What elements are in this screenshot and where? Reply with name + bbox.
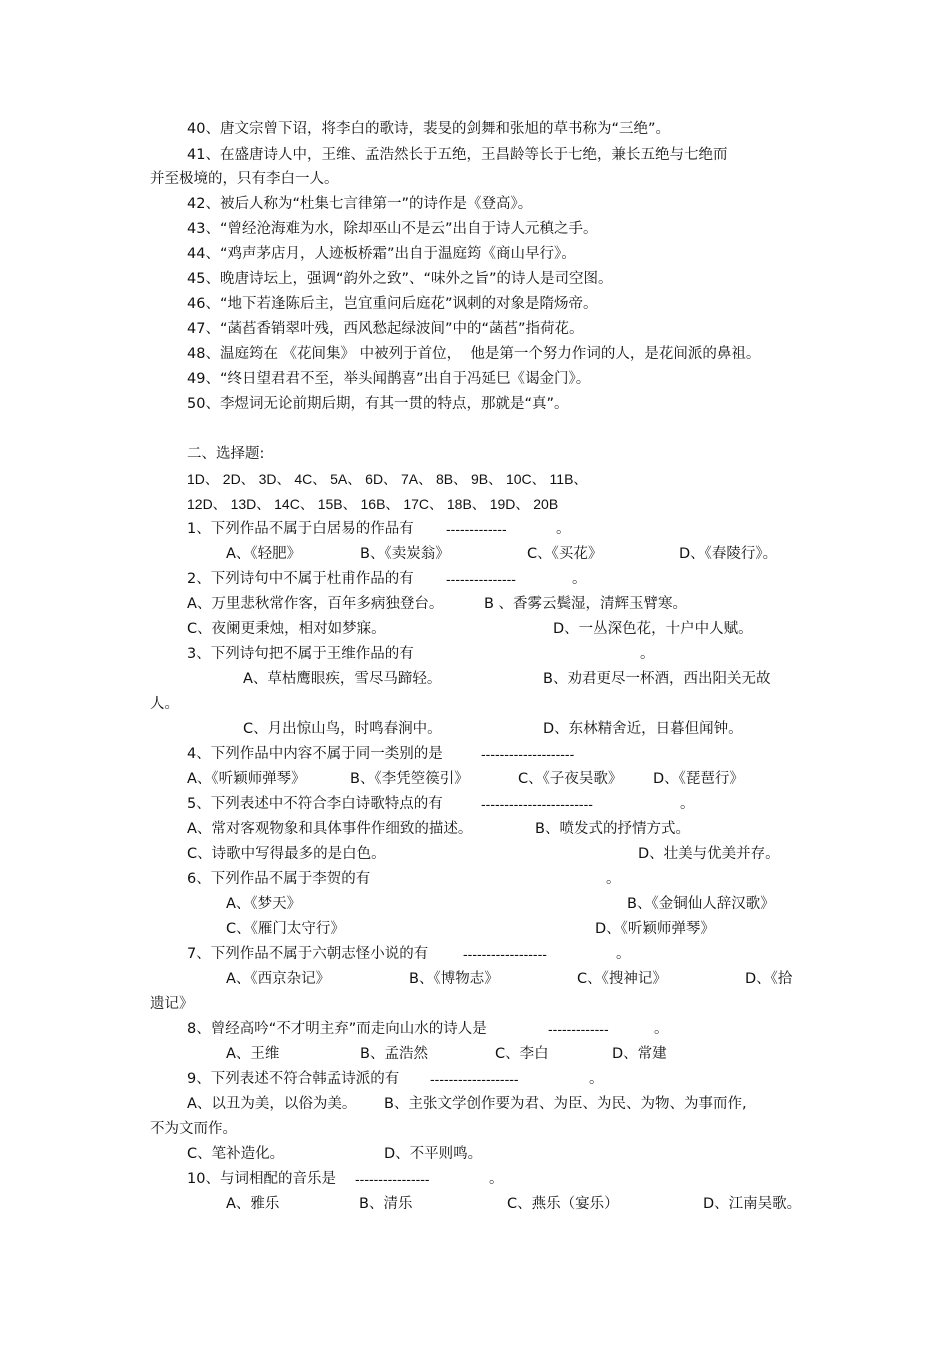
question-4-option-c: C、《子夜吴歌》 <box>518 771 623 787</box>
question-6-option-d: D、《听颖师弹琴》 <box>595 921 715 937</box>
question-1-stem: 1、下列作品不属于白居易的作品有 <box>187 521 414 537</box>
question-4-stem: 4、下列作品中内容不属于同一类别的是 <box>187 746 443 762</box>
fact-47: 47、“菡萏香销翠叶残，西风愁起绿波间”中的“菡萏”指荷花。 <box>187 321 584 337</box>
question-10-option-a: A、雅乐 <box>226 1196 280 1212</box>
question-2-blank: --------------- <box>446 571 516 587</box>
question-2-option-b: B 、香雾云鬓湿，清辉玉臂寒。 <box>484 596 688 612</box>
fact-40: 40、唐文宗曾下诏，将李白的歌诗，裴旻的剑舞和张旭的草书称为“三绝”。 <box>187 121 670 137</box>
question-6-end: 。 <box>606 871 621 887</box>
question-10-blank: ---------------- <box>355 1171 430 1187</box>
fact-42: 42、被后人称为“杜集七言律第一”的诗作是《登高》。 <box>187 196 533 212</box>
question-5-option-b: B、喷发式的抒情方式。 <box>535 821 690 837</box>
fact-50: 50、李煜词无论前期后期，有其一贯的特点，那就是“真”。 <box>187 396 569 412</box>
question-2-end: 。 <box>572 571 587 587</box>
question-1-end: 。 <box>556 521 571 537</box>
question-6-stem: 6、下列作品不属于李贺的有 <box>187 871 371 887</box>
fact-49: 49、“终日望君君不至，举头闻鹊喜”出自于冯延巳《谒金门》。 <box>187 371 591 387</box>
question-4-option-d: D、《琵琶行》 <box>653 771 744 787</box>
fact-43: 43、“曾经沧海难为水，除却巫山不是云”出自于诗人元稹之手。 <box>187 221 598 237</box>
question-3-option-d: D、东林精舍近，日暮但闻钟。 <box>543 721 743 737</box>
question-5-option-c: C、诗歌中写得最多的是白色。 <box>187 846 386 862</box>
question-5-option-d: D、壮美与优美并存。 <box>638 846 780 862</box>
question-9-stem: 9、下列表述不符合韩孟诗派的有 <box>187 1071 400 1087</box>
question-7-option-d: D、《拾 <box>745 971 793 987</box>
question-10-option-b: B、清乐 <box>359 1196 413 1212</box>
question-9-option-b-cont: 不为文而作。 <box>150 1121 237 1137</box>
question-5-end: 。 <box>680 796 695 812</box>
question-8-blank: ------------- <box>548 1021 609 1037</box>
question-8-option-a: A、王维 <box>226 1046 280 1062</box>
fact-45: 45、晚唐诗坛上，强调“韵外之致”、“味外之旨”的诗人是司空图。 <box>187 271 613 287</box>
question-5-stem: 5、下列表述中不符合李白诗歌特点的有 <box>187 796 443 812</box>
question-7-option-c: C、《搜神记》 <box>577 971 667 987</box>
question-7-option-a: A、《西京杂记》 <box>226 971 331 987</box>
question-7-stem: 7、下列作品不属于六朝志怪小说的有 <box>187 946 429 962</box>
question-9-option-b: B、主张文学创作要为君、为臣、为民、为物、为事而作, <box>384 1096 747 1112</box>
fact-46: 46、“地下若逢陈后主，岂宜重问后庭花”讽刺的对象是隋炀帝。 <box>187 296 598 312</box>
fact-41: 41、在盛唐诗人中，王维、孟浩然长于五绝，王昌龄等长于七绝，兼长五绝与七绝而 <box>187 147 728 163</box>
question-4-option-a: A、《听颖师弹琴》 <box>187 771 306 787</box>
question-10-stem: 10、与词相配的音乐是 <box>187 1171 336 1187</box>
question-7-option-d-cont: 遗记》 <box>150 996 194 1012</box>
question-8-end: 。 <box>654 1021 669 1037</box>
fact-48: 48、温庭筠在 《花间集》 中被列于首位， 他是第一个努力作词的人，是花间派的鼻祖。 <box>187 346 761 362</box>
question-2-stem: 2、下列诗句中不属于杜甫作品的有 <box>187 571 414 587</box>
question-7-end: 。 <box>616 946 631 962</box>
question-4-blank: -------------------- <box>481 746 575 762</box>
question-3-option-a: A、草枯鹰眼疾，雪尽马蹄轻。 <box>243 671 442 687</box>
question-8-option-b: B、孟浩然 <box>360 1046 428 1062</box>
question-1-option-a: A、《轻肥》 <box>226 546 302 562</box>
question-1-option-c: C、《买花》 <box>527 546 603 562</box>
question-1-blank: ------------- <box>446 521 507 537</box>
section-heading: 二、选择题: <box>187 446 265 462</box>
question-3-stem: 3、下列诗句把不属于王维作品的有 <box>187 646 414 662</box>
question-6-option-a: A、《梦天》 <box>226 896 302 912</box>
question-9-option-c: C、笔补造化。 <box>187 1146 285 1162</box>
question-3-option-b: B、劝君更尽一杯酒，西出阳关无故 <box>543 671 771 687</box>
answer-key-line-2: 12D、 13D、 14C、 15B、 16B、 17C、 18B、 19D、 20B <box>187 496 559 512</box>
question-10-end: 。 <box>489 1171 504 1187</box>
question-7-option-b: B、《博物志》 <box>409 971 499 987</box>
question-1-option-b: B、《卖炭翁》 <box>360 546 450 562</box>
question-9-option-d: D、不平则鸣。 <box>384 1146 483 1162</box>
question-7-blank: ------------------ <box>463 946 547 962</box>
question-3-end: 。 <box>640 646 655 662</box>
question-4-option-b: B、《李凭箜篌引》 <box>350 771 469 787</box>
question-6-option-b: B、《金铜仙人辞汉歌》 <box>627 896 775 912</box>
question-2-option-d: D、一丛深色花，十户中人赋。 <box>553 621 753 637</box>
fact-44: 44、“鸡声茅店月，人迹板桥霜”出自于温庭筠《商山早行》。 <box>187 246 576 262</box>
fact-41-cont: 并至极境的，只有李白一人。 <box>150 171 339 187</box>
question-5-blank: ------------------------ <box>481 796 593 812</box>
question-8-option-d: D、常建 <box>612 1046 667 1062</box>
question-9-blank: ------------------- <box>430 1071 519 1087</box>
question-3-option-c: C、月出惊山鸟，时鸣春涧中。 <box>243 721 442 737</box>
question-6-option-c: C、《雁门太守行》 <box>226 921 345 937</box>
question-10-option-d: D、江南吴歌。 <box>703 1196 802 1212</box>
question-3-option-b-cont: 人。 <box>150 696 179 712</box>
question-2-option-a: A、万里悲秋常作客，百年多病独登台。 <box>187 596 444 612</box>
question-10-option-c: C、燕乐（宴乐） <box>507 1196 619 1212</box>
question-1-option-d: D、《春陵行》。 <box>679 546 778 562</box>
question-9-option-a: A、以丑为美，以俗为美。 <box>187 1096 357 1112</box>
answer-key-line-1: 1D、 2D、 3D、 4C、 5A、 6D、 7A、 8B、 9B、 10C、 11B、 <box>187 471 588 487</box>
question-2-option-c: C、夜阑更秉烛，相对如梦寐。 <box>187 621 386 637</box>
question-9-end: 。 <box>589 1071 604 1087</box>
question-8-option-c: C、李白 <box>495 1046 549 1062</box>
question-5-option-a: A、常对客观物象和具体事件作细致的描述。 <box>187 821 473 837</box>
question-8-stem: 8、曾经高吟“不才明主弃”而走向山水的诗人是 <box>187 1021 487 1037</box>
